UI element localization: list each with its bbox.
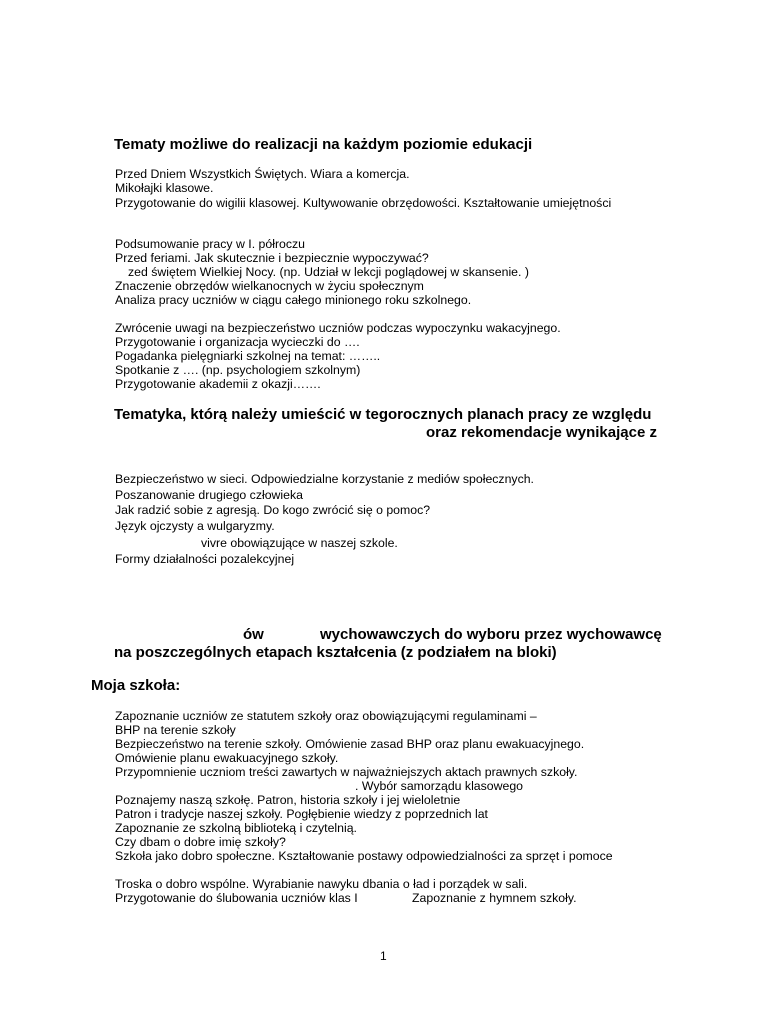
text-line: Przed Dniem Wszystkich Świętych. Wiara a komercja.	[115, 167, 410, 181]
text-line: Bezpieczeństwo na terenie szkoły. Omówienie zasad BHP oraz planu ewakuacyjnego.	[115, 737, 585, 751]
text-line: Poznajemy naszą szkołę. Patron, historia szkoły i jej wieloletnie	[115, 793, 461, 807]
text-line: Zapoznanie uczniów ze statutem szkoły oraz obowiązującymi regulaminami –	[115, 709, 537, 723]
text-line: Zapoznanie z hymnem szkoły.	[412, 891, 577, 905]
text-line: Analiza pracy uczniów w ciągu całego minionego roku szkolnego.	[115, 293, 472, 307]
text-line: Pogadanka pielęgniarki szkolnej na temat: ……..	[115, 349, 381, 363]
section-heading-topics-all-levels: Tematy możliwe do realizacji na każdym poziomie edukacji	[114, 136, 533, 153]
text-line: Szkoła jako dobro społeczne. Kształtowanie postawy odpowiedzialności za sprzęt i pomoce	[115, 849, 613, 863]
section-heading-educational-topics-part1: ów	[243, 626, 264, 643]
text-line: Poszanowanie drugiego człowieka	[115, 488, 303, 502]
section-heading-annual-plan-topics-line2: oraz rekomendacje wynikające z	[426, 424, 657, 441]
text-line: Spotkanie z …. (np. psychologiem szkolnym)	[115, 363, 361, 377]
text-line: Przypomnienie uczniom treści zawartych w najważniejszych aktach prawnych szkoły.	[115, 765, 578, 779]
section-heading-educational-topics-line2: na poszczególnych etapach kształcenia (z podziałem na bloki)	[114, 644, 557, 661]
text-line: Przygotowanie do ślubowania uczniów klas I	[115, 891, 358, 905]
page-number: 1	[380, 949, 387, 963]
text-line: Zapoznanie ze szkolną biblioteką i czytelnią.	[115, 821, 357, 835]
text-line: Bezpieczeństwo w sieci. Odpowiedzialne korzystanie z mediów społecznych.	[115, 472, 534, 486]
section-heading-annual-plan-topics: Tematyka, którą należy umieścić w tegorocznych planach pracy ze względu	[114, 406, 652, 423]
text-line: Przygotowanie i organizacja wycieczki do ….	[115, 335, 360, 349]
text-line: Zwrócenie uwagi na bezpieczeństwo uczniów podczas wypoczynku wakacyjnego.	[115, 321, 561, 335]
text-line: Troska o dobro wspólne. Wyrabianie nawyku dbania o ład i porządek w sali.	[115, 877, 528, 891]
text-line: BHP na terenie szkoły	[115, 723, 236, 737]
section-heading-educational-topics: wychowawczych do wyboru przez wychowawcę	[320, 626, 662, 643]
text-line: Przed feriami. Jak skutecznie i bezpiecznie wypoczywać?	[115, 251, 429, 265]
text-line: Mikołajki klasowe.	[115, 181, 214, 195]
text-line: Formy działalności pozalekcyjnej	[115, 552, 295, 566]
text-line: Jak radzić sobie z agresją. Do kogo zwrócić się o pomoc?	[115, 503, 431, 517]
text-line: Znaczenie obrzędów wielkanocnych w życiu społecznym	[115, 279, 424, 293]
text-line: Język ojczysty a wulgaryzmy.	[115, 519, 275, 533]
text-line: Przygotowanie akademii z okazji…….	[115, 377, 321, 391]
text-line: . Wybór samorządu klasowego	[355, 779, 524, 793]
text-line: zed świętem Wielkiej Nocy. (np. Udział w lekcji poglądowej w skansenie. )	[128, 265, 529, 279]
text-line: Omówienie planu ewakuacyjnego szkoły.	[115, 751, 339, 765]
section-title-my-school: Moja szkoła:	[91, 677, 181, 694]
text-line: Patron i tradycje naszej szkoły. Pogłębienie wiedzy z poprzednich lat	[115, 807, 488, 821]
text-line: Czy dbam o dobre imię szkoły?	[115, 835, 286, 849]
text-line: Podsumowanie pracy w I. półroczu	[115, 237, 306, 251]
text-line: vivre obowiązujące w naszej szkole.	[201, 536, 398, 550]
text-line: Przygotowanie do wigilii klasowej. Kultywowanie obrzędowości. Kształtowanie umiejętności	[115, 196, 612, 210]
